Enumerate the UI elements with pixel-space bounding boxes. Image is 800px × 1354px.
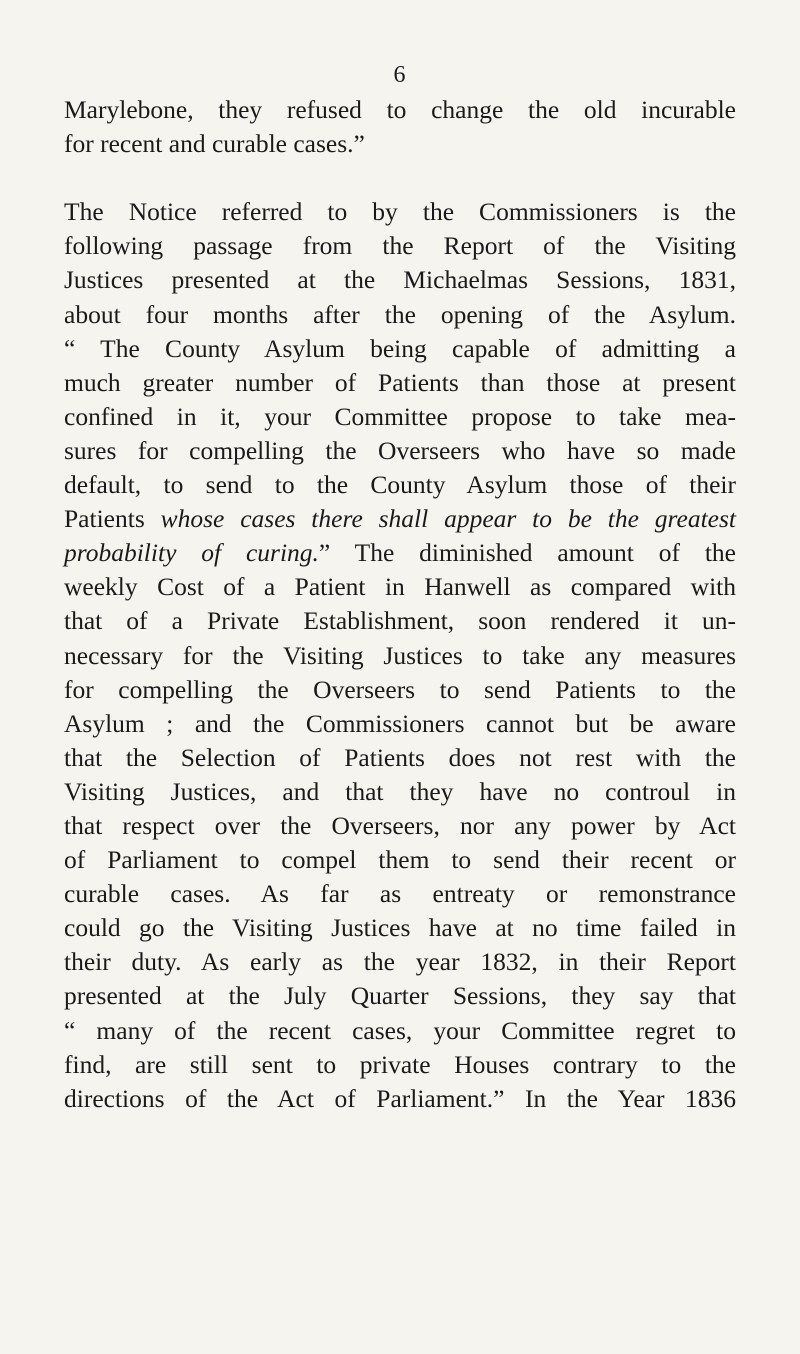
italic-run: probability of curing. [64,538,319,568]
text-line: confined in it, your Committee propose to take mea- [64,401,736,431]
text-line: Asylum ; and the Commissioners cannot but be aware [64,708,736,738]
text-line: directions of the Act of Parliament.” In the Year 1836 [64,1083,736,1113]
text-line: of Parliament to compel them to send their recent or [64,845,736,875]
text-line: could go the Visiting Justices have at no time failed in [64,913,736,943]
text-line: following passage from the Report of the Visiting [64,231,736,261]
text-line: weekly Cost of a Patient in Hanwell as compared with [64,572,736,602]
text-line: default, to send to the County Asylum those of their [64,470,736,500]
body-text [64,93,736,1116]
text-line: find, are still sent to private Houses contrary to the [64,1049,736,1079]
text-line: Marylebone, they refused to change the old incurable [64,95,736,124]
text-line: Justices presented at the Michaelmas Sessions, 1831, [64,265,736,295]
text-line: “ many of the recent cases, your Committee regret to [64,1015,736,1045]
italic-run: whose cases there shall appear to be the greatest [160,504,736,534]
text-line: for recent and curable cases.” [64,129,365,159]
text-line: necessary for the Visiting Justices to take any measures [64,640,736,670]
roman-run: Patients [64,504,161,534]
text-line: that respect over the Overseers, nor any power by Act [64,810,736,840]
text-line: for compelling the Overseers to send Patients to the [64,674,736,704]
text-line: curable cases. As far as entreaty or remonstrance [64,879,736,909]
text-line: The Notice referred to by the Commissioners is the [64,197,736,227]
text-line: about four months after the opening of the Asylum. [64,299,736,329]
text-line: their duty. As early as the year 1832, in their Report [64,947,736,977]
text-line: “ The County Asylum being capable of admitting a [64,333,736,363]
text-line: sures for compelling the Overseers who have so made [64,435,736,465]
text-line: presented at the July Quarter Sessions, they say that [64,981,736,1011]
paragraph-break [64,161,736,195]
page-number: 6 [393,62,407,88]
text-line-mixed [64,502,736,536]
text-line: that of a Private Establishment, soon rendered it un- [64,606,736,636]
text-line: Visiting Justices, and that they have no controul in [64,776,736,806]
roman-run: ” The diminished amount of the [318,538,737,568]
text-line-mixed [64,536,736,570]
text-line: much greater number of Patients than those at present [64,367,736,397]
text-line: that the Selection of Patients does not rest with the [64,742,736,772]
